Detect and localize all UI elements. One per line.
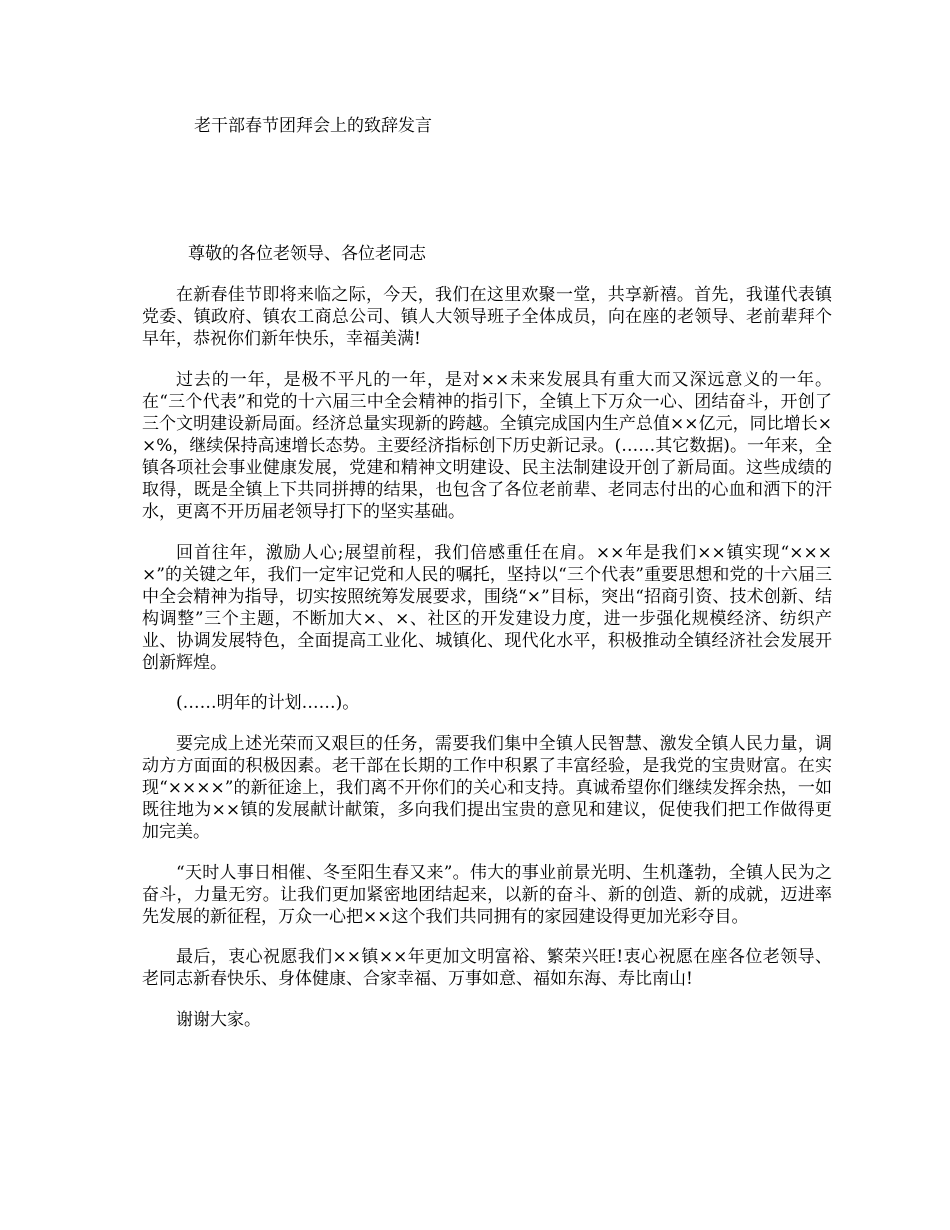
paragraph-greeting: 在新春佳节即将来临之际，今天，我们在这里欢聚一堂，共享新禧。首先，我谨代表镇党委、镇政府、镇农工商总公司、镇人大领导班子全体成员，向在座的老领导、老前辈拜个早年，恭祝你们新年快乐，幸福美满! bbox=[142, 285, 832, 349]
paragraph-thanks: 谢谢大家。 bbox=[176, 1010, 261, 1030]
document-body bbox=[142, 284, 832, 1050]
paragraph-request: 要完成上述光荣而又艰巨的任务，需要我们集中全镇人民智慧、激发全镇人民力量，调动方方面面的积极因素。老干部在长期的工作中积累了丰富经验，是我党的宝贵财富。在实现“××××”的新征途上，我们离不开你们的关心和支持。真诚希望你们继续发挥余热，一如既往地为××镇的发展献计献策，多向我们提出宝贵的意见和建议，促使我们把工作做得更加完美。 bbox=[142, 734, 832, 842]
paragraph-past-year: 过去的一年，是极不平凡的一年，是对××未来发展具有重大而又深远意义的一年。在“三个代表”和党的十六届三中全会精神的指引下，全镇上下万众一心、团结奋斗，开创了三个文明建设新局面。经济总量实现新的跨越。全镇完成国内生产总值××亿元，同比增长××%，继续保持高速增长态势。主要经济指标创下历史新记录。(……其它数据)。一年来，全镇各项社会事业健康发展，党建和精神文明建设、民主法制建设开创了新局面。这些成绩的取得，既是全镇上下共同拼搏的结果，也包含了各位老前辈、老同志付出的心血和洒下的汗水，更离不开历届老领导打下的坚实基础。 bbox=[142, 370, 832, 522]
salutation: 尊敬的各位老领导、各位老同志 bbox=[188, 244, 426, 264]
paragraph-wishes: 最后，衷心祝愿我们××镇××年更加文明富裕、繁荣兴旺!衷心祝愿在座各位老领导、老同志新春快乐、身体健康、合家幸福、万事如意、福如东海、寿比南山! bbox=[142, 947, 832, 989]
paragraph-plan: (……明年的计划……)。 bbox=[176, 693, 360, 713]
document-title: 老干部春节团拜会上的致辞发言 bbox=[194, 116, 432, 136]
paragraph-call-to-action: “天时人事日相催、冬至阳生春又来”。伟大的事业前景光明、生机蓬勃，全镇人民为之奋斗，力量无穷。让我们更加紧密地团结起来，以新的奋斗、新的创造、新的成就，迈进率先发展的新征程，万众一心把××这个我们共同拥有的家园建设得更加光彩夺目。 bbox=[142, 863, 832, 927]
paragraph-outlook: 回首往年，激励人心;展望前程，我们倍感重任在肩。××年是我们××镇实现“××××”的关键之年，我们一定牢记党和人民的嘱托，坚持以“三个代表”重要思想和党的十六届三中全会精神为指导，切实按照统筹发展要求，围绕“×”目标，突出“招商引资、技术创新、结构调整”三个主题，不断加大×、×、社区的开发建设力度，进一步强化规模经济、纺织产业、协调发展特色，全面提高工业化、城镇化、现代化水平，积极推动全镇经济社会发展开创新辉煌。 bbox=[142, 543, 832, 673]
